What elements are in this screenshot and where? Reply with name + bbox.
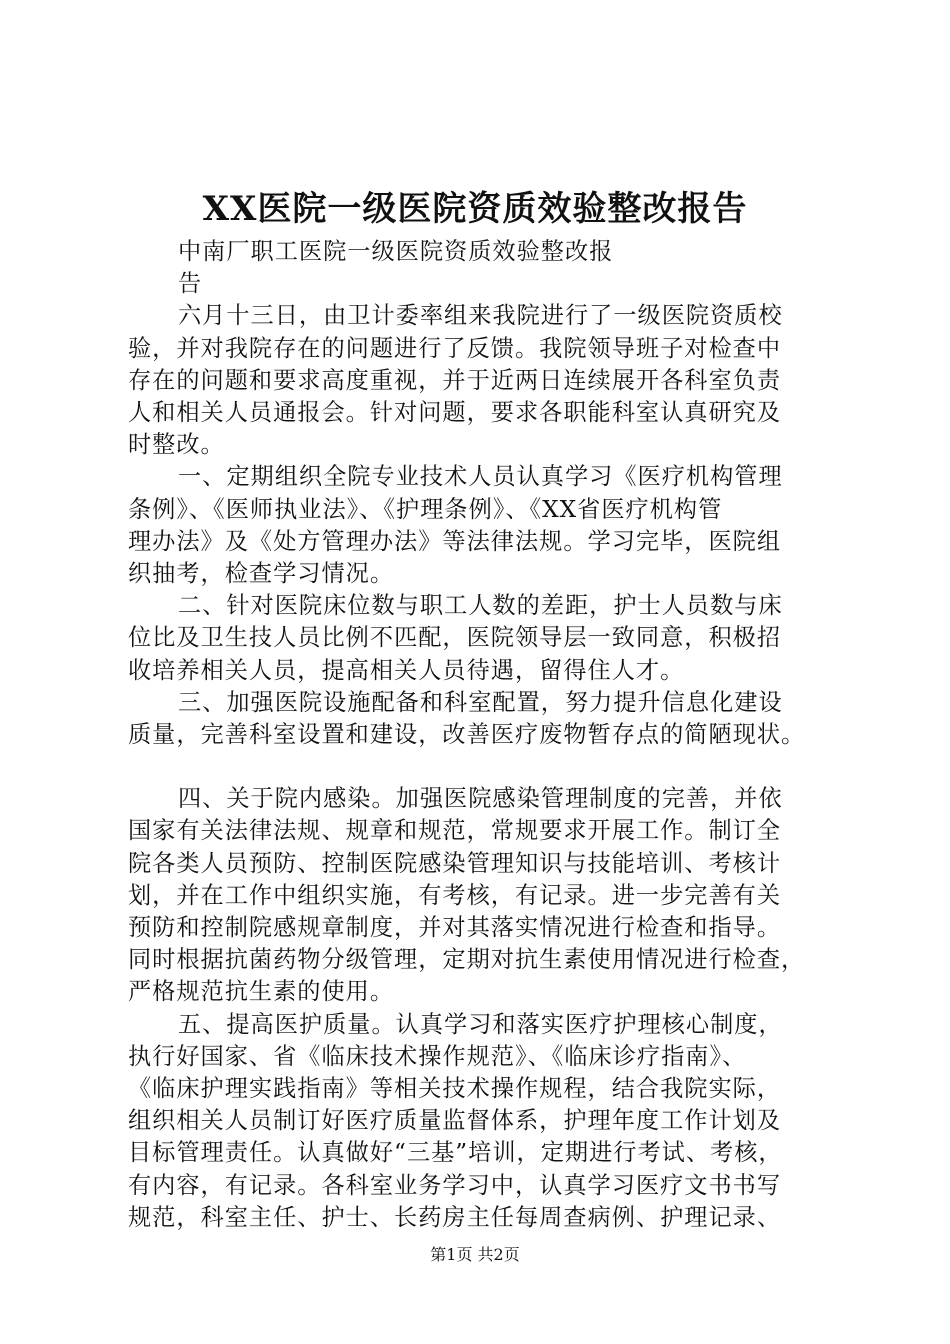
text-line: 人和相关人员通报会。针对问题，要求各职能科室认真研究及 [128, 399, 782, 427]
text-line: 五、提高医护质量。认真学习和落实医疗护理核心制度， [178, 1010, 783, 1038]
paragraph-item-5 [128, 1009, 828, 1234]
document-body [128, 236, 828, 1234]
subtitle [128, 236, 828, 300]
paragraph-item-4 [128, 783, 828, 1008]
page-footer: 第1页 共2页 [430, 1245, 520, 1264]
text-line: 划，并在工作中组织实施，有考核，有记录。进一步完善有关 [128, 881, 782, 909]
paragraph-intro [128, 300, 828, 461]
text-line: 验，并对我院存在的问题进行了反馈。我院领导班子对检查中 [128, 334, 782, 362]
document-title: XX医院一级医院资质效验整改报告 [202, 189, 748, 229]
text-line: 织抽考，检查学习情况。 [128, 560, 395, 588]
text-line: 执行好国家、省《临床技术操作规范》、《临床诊疗指南》、 [128, 1042, 747, 1070]
subtitle-line: 告 [178, 270, 203, 298]
text-line: 同时根据抗菌药物分级管理，定期对抗生素使用情况进行检查， [128, 946, 806, 974]
text-line: 收培养相关人员，提高相关人员待遇，留得住人才。 [128, 656, 685, 684]
text-line: 理办法》及《处方管理办法》等法律法规。学习完毕，医院组 [128, 527, 782, 555]
text-line: 位比及卫生技人员比例不匹配，医院领导层一致同意，积极招 [128, 624, 782, 652]
text-line: 三、加强医院设施配备和科室配置，努力提升信息化建设 [178, 688, 783, 716]
text-line: 院各类人员预防、控制医院感染管理知识与技能培训、考核计 [128, 849, 782, 877]
text-line: 严格规范抗生素的使用。 [128, 978, 395, 1006]
paragraph-item-3 [128, 687, 828, 751]
paragraph-spacer [128, 751, 828, 783]
paragraph-item-2 [128, 590, 828, 687]
text-line: 四、关于院内感染。加强医院感染管理制度的完善，并依 [178, 785, 783, 813]
subtitle-line: 中南厂职工医院一级医院资质效验整改报 [178, 238, 614, 265]
text-line: 条例》、《医师执业法》、《护理条例》、《XX省医疗机构管 [128, 495, 723, 523]
text-line: 规范，科室主任、护士、长药房主任每周查病例、护理记录、 [128, 1203, 782, 1231]
text-line: 质量，完善科室设置和建设，改善医疗废物暂存点的简陋现状。 [128, 721, 806, 749]
text-line: 有内容，有记录。各科室业务学习中，认真学习医疗文书书写 [128, 1171, 782, 1199]
text-line: 时整改。 [128, 431, 225, 459]
text-line: 预防和控制院感规章制度，并对其落实情况进行检查和指导。 [128, 914, 782, 942]
paragraph-item-1 [128, 461, 828, 590]
text-line: 二、针对医院床位数与职工人数的差距，护士人员数与床 [178, 592, 783, 620]
text-line: 目标管理责任。认真做好“三基”培训，定期进行考试、考核， [128, 1139, 783, 1167]
text-line: 国家有关法律法规、规章和规范，常规要求开展工作。制订全 [128, 817, 782, 845]
text-line: 一、定期组织全院专业技术人员认真学习《医疗机构管理 [178, 463, 783, 491]
text-line: 《临床护理实践指南》等相关技术操作规程，结合我院实际， [128, 1075, 782, 1103]
text-line: 组织相关人员制订好医疗质量监督体系，护理年度工作计划及 [128, 1107, 782, 1135]
text-line: 六月十三日，由卫计委率组来我院进行了一级医院资质校 [178, 302, 783, 330]
text-line: 存在的问题和要求高度重视，并于近两日连续展开各科室负责 [128, 366, 782, 394]
